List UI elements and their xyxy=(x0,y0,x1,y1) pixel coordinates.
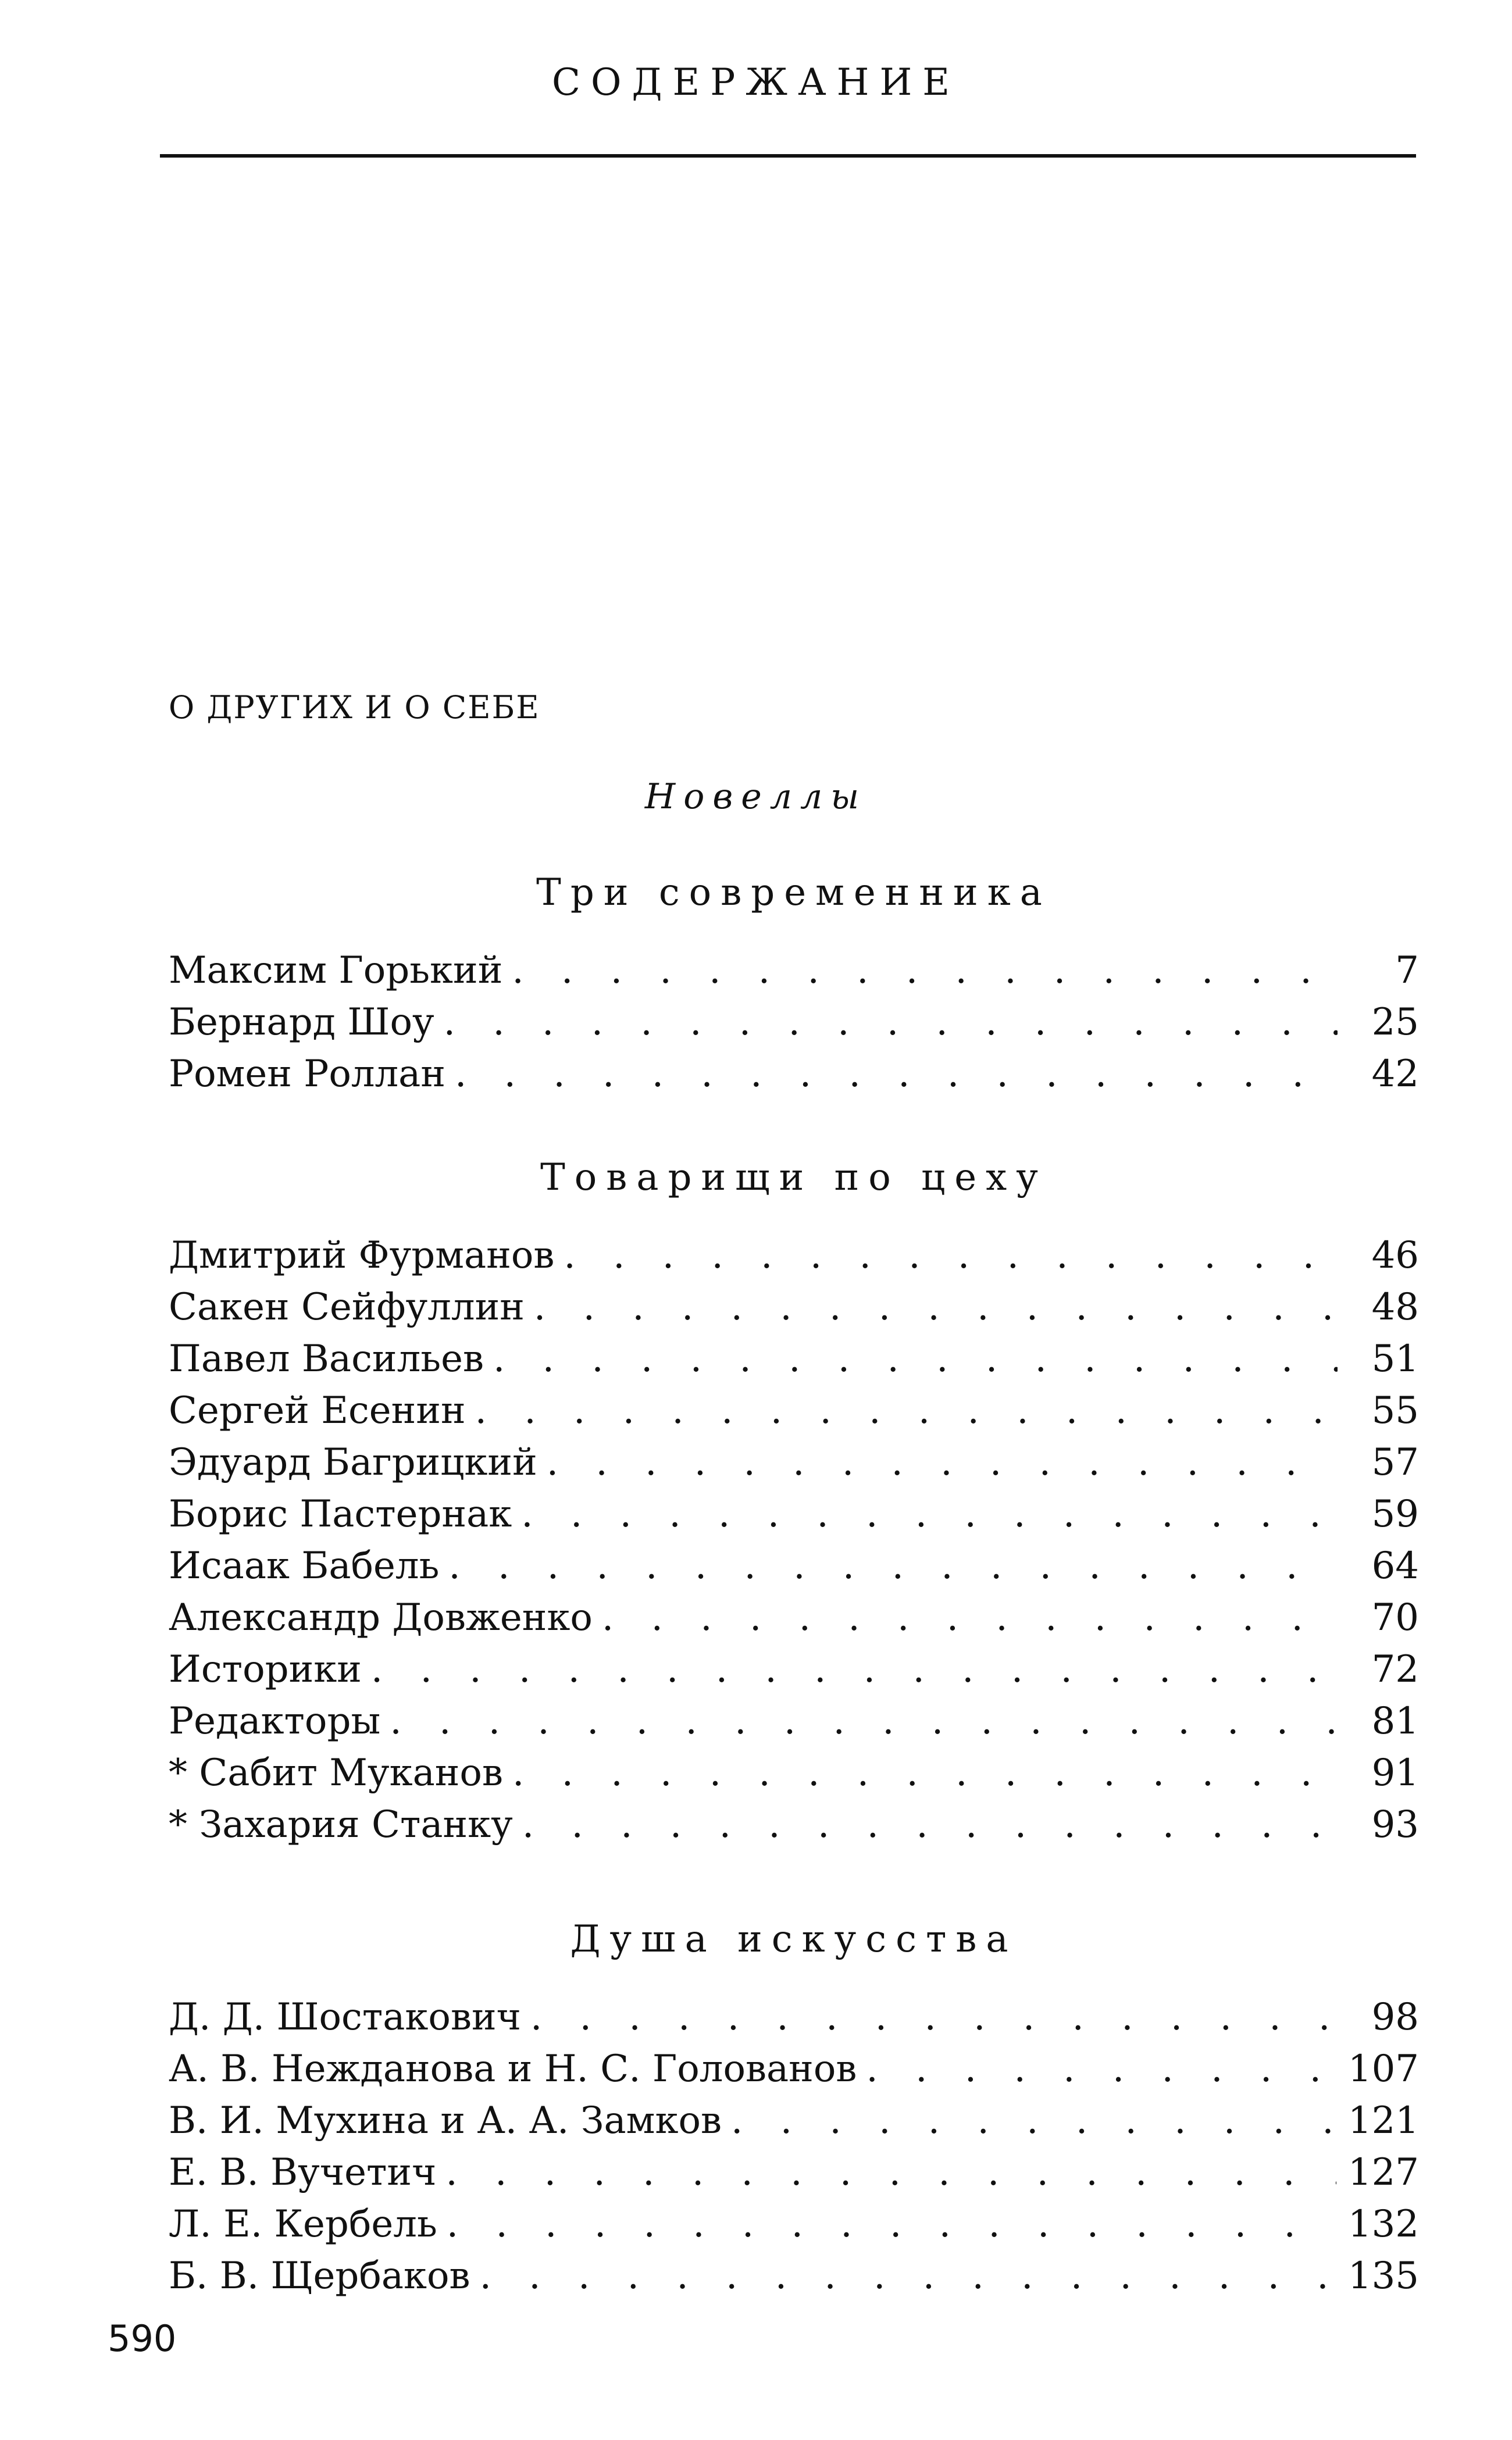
entry-page: 64 xyxy=(1371,1544,1419,1588)
toc-list xyxy=(169,1230,1419,1851)
toc-entry[interactable] xyxy=(169,1282,1419,1333)
toc-entry[interactable] xyxy=(169,997,1419,1048)
entry-page: 121 xyxy=(1347,2099,1419,2142)
dot-leader xyxy=(455,1048,1338,1100)
toc-entry[interactable] xyxy=(169,1696,1419,1747)
entry-title: Александр Довженко xyxy=(169,1596,593,1639)
dot-leader xyxy=(564,1230,1338,1282)
dot-leader xyxy=(512,945,1338,997)
dot-leader xyxy=(521,1489,1338,1540)
entry-title: Максим Горький xyxy=(169,949,503,992)
entry-title: Борис Пастернак xyxy=(169,1493,512,1536)
entry-title: Д. Д. Шостакович xyxy=(169,1996,521,2039)
toc-entry[interactable] xyxy=(169,2250,1419,2302)
dot-leader xyxy=(448,1540,1338,1592)
entry-title: Ромен Роллан xyxy=(169,1053,445,1096)
dot-leader xyxy=(731,2095,1336,2147)
entry-page: 70 xyxy=(1371,1596,1419,1639)
entry-title: А. В. Нежданова и Н. С. Голованов xyxy=(169,2047,857,2091)
dot-leader xyxy=(475,1385,1338,1437)
entry-title: Б. В. Щербаков xyxy=(169,2254,470,2298)
dot-leader xyxy=(547,1437,1338,1489)
entry-title: В. И. Мухина и А. А. Замков xyxy=(169,2099,722,2142)
page-header: СОДЕРЖАНИЕ xyxy=(552,61,960,104)
toc-entry[interactable] xyxy=(169,945,1419,997)
entry-page: 7 xyxy=(1395,949,1419,992)
toc-entry[interactable] xyxy=(169,2199,1419,2250)
entry-page: 42 xyxy=(1371,1053,1419,1096)
entry-title: Сергей Есенин xyxy=(169,1389,466,1432)
entry-title: Сакен Сейфуллин xyxy=(169,1286,525,1329)
dot-leader xyxy=(512,1747,1338,1799)
entry-title: Дмитрий Фурманов xyxy=(169,1234,555,1277)
toc-entry[interactable] xyxy=(169,2147,1419,2199)
dot-leader xyxy=(493,1333,1338,1385)
page-number: 590 xyxy=(108,2317,177,2360)
toc-entry[interactable] xyxy=(169,1385,1419,1437)
entry-page: 132 xyxy=(1347,2203,1419,2246)
entry-page: 127 xyxy=(1347,2151,1419,2194)
toc-list xyxy=(169,945,1419,1100)
toc-entry[interactable] xyxy=(169,1230,1419,1282)
section-title: Три современника xyxy=(536,871,1051,914)
genre-heading: Новеллы xyxy=(644,776,868,817)
entry-page: 48 xyxy=(1371,1286,1419,1329)
dot-leader xyxy=(445,2147,1336,2199)
toc-list xyxy=(169,1992,1419,2302)
section-soul-of-art xyxy=(169,1913,1419,2302)
entry-title: Павел Васильев xyxy=(169,1337,484,1380)
section-comrades xyxy=(169,1151,1419,1851)
toc-entry[interactable] xyxy=(169,1489,1419,1540)
entry-page: 57 xyxy=(1371,1441,1419,1484)
entry-page: 91 xyxy=(1371,1751,1419,1795)
entry-title: Е. В. Вучетич xyxy=(169,2151,437,2194)
entry-page: 51 xyxy=(1371,1337,1419,1380)
entry-title: Историки xyxy=(169,1648,362,1691)
entry-page: 98 xyxy=(1371,1996,1419,2039)
entry-page: 93 xyxy=(1371,1803,1419,1846)
toc-entry[interactable] xyxy=(169,2043,1419,2095)
dot-leader xyxy=(444,997,1338,1048)
section-title: Душа искусства xyxy=(570,1918,1018,1961)
toc-entry[interactable] xyxy=(169,1048,1419,1100)
toc-entry[interactable] xyxy=(169,1644,1419,1696)
toc-entry[interactable] xyxy=(169,1992,1419,2043)
dot-leader xyxy=(390,1696,1338,1747)
entry-page: 135 xyxy=(1347,2254,1419,2298)
dot-leader xyxy=(522,1799,1338,1851)
dot-leader xyxy=(447,2199,1336,2250)
entry-page: 107 xyxy=(1347,2047,1419,2091)
header-rule xyxy=(160,154,1416,158)
entry-page: 25 xyxy=(1371,1001,1419,1044)
dot-leader xyxy=(866,2043,1336,2095)
entry-title: Бернард Шоу xyxy=(169,1001,434,1044)
toc-entry[interactable] xyxy=(169,1747,1419,1799)
dot-leader xyxy=(480,2250,1336,2302)
dot-leader xyxy=(602,1592,1338,1644)
entry-page: 46 xyxy=(1371,1234,1419,1277)
entry-title: * Захария Станку xyxy=(169,1803,513,1846)
toc-entry[interactable] xyxy=(169,1333,1419,1385)
toc-entry[interactable] xyxy=(169,1799,1419,1851)
toc-entry[interactable] xyxy=(169,1592,1419,1644)
entry-title: Исаак Бабель xyxy=(169,1544,440,1588)
entry-title: * Сабит Муканов xyxy=(169,1751,503,1795)
toc-entry[interactable] xyxy=(169,2095,1419,2147)
section-title: Товарищи по цеху xyxy=(540,1156,1047,1199)
entry-page: 59 xyxy=(1371,1493,1419,1536)
toc-entry[interactable] xyxy=(169,1437,1419,1489)
part-title: О ДРУГИХ И О СЕБЕ xyxy=(169,689,540,726)
entry-page: 81 xyxy=(1371,1700,1419,1743)
dot-leader xyxy=(534,1282,1338,1333)
section-three-contemporaries xyxy=(169,866,1419,1100)
entry-title: Редакторы xyxy=(169,1700,381,1743)
dot-leader xyxy=(530,1992,1338,2043)
entry-title: Л. Е. Кербель xyxy=(169,2203,437,2246)
entry-title: Эдуард Багрицкий xyxy=(169,1441,537,1484)
toc-entry[interactable] xyxy=(169,1540,1419,1592)
entry-page: 55 xyxy=(1371,1389,1419,1432)
dot-leader xyxy=(371,1644,1338,1696)
entry-page: 72 xyxy=(1371,1648,1419,1691)
